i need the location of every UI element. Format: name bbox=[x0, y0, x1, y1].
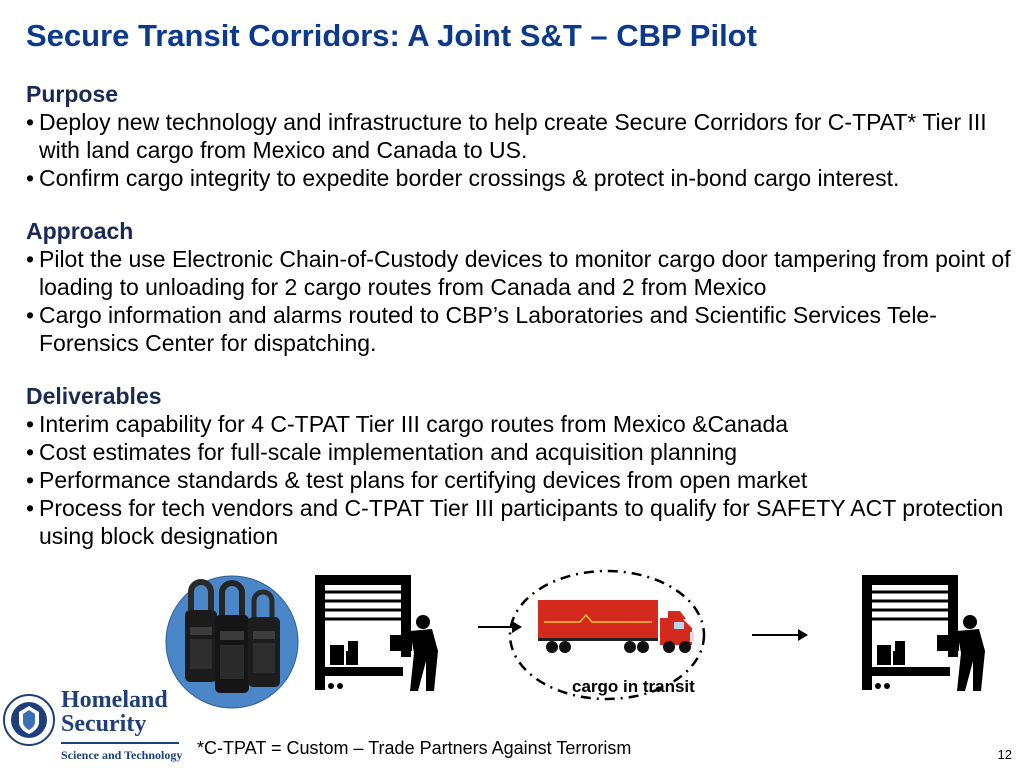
bullet-item: • Deploy new technology and infrastructure to help create Secure Corridors for C-TPAT* Tier III with land cargo from Mexico and Canada to US. bbox=[26, 108, 1016, 164]
logo-text: Homeland bbox=[61, 687, 168, 713]
homeland-security-logo bbox=[3, 687, 183, 766]
bullet-list bbox=[26, 410, 1016, 550]
bullet-item: • Process for tech vendors and C-TPAT Tier III participants to qualify for SAFETY ACT protection using block designation bbox=[26, 494, 1016, 550]
slide-content bbox=[26, 80, 1016, 575]
loading-dock-right-icon bbox=[862, 575, 985, 691]
arrow-right-icon bbox=[752, 629, 808, 641]
loading-dock-left-icon bbox=[315, 575, 438, 691]
cargo-truck-icon bbox=[538, 600, 694, 653]
bullet-list bbox=[26, 108, 1016, 192]
section-approach bbox=[26, 217, 1016, 357]
tracking-device-photo bbox=[166, 576, 298, 708]
footnote: *C-TPAT = Custom – Trade Partners Against Terrorism bbox=[197, 738, 632, 758]
transit-label: cargo in transit bbox=[572, 677, 695, 696]
bullet-item: • Confirm cargo integrity to expedite border crossings & protect in-bond cargo interest. bbox=[26, 164, 1016, 192]
section-heading: Deliverables bbox=[26, 383, 162, 409]
logo-divider bbox=[61, 742, 179, 744]
bullet-item: • Cargo information and alarms routed to CBP’s Laboratories and Scientific Services Tele-Forensics Center for dispatching. bbox=[26, 301, 1016, 357]
section-heading: Purpose bbox=[26, 81, 119, 107]
arrow-right-icon bbox=[478, 621, 522, 633]
slide-title: Secure Transit Corridors: A Joint S&T – CBP Pilot bbox=[26, 18, 757, 53]
bullet-item: • Performance standards & test plans for certifying devices from open market bbox=[26, 466, 1016, 494]
bullet-list bbox=[26, 245, 1016, 357]
bullet-item: • Cost estimates for full-scale implementation and acquisition planning bbox=[26, 438, 1016, 466]
section-purpose bbox=[26, 80, 1016, 192]
bullet-item: • Pilot the use Electronic Chain-of-Custody devices to monitor cargo door tampering from point of loading to unloading for 2 cargo routes from Canada and 2 from Mexico bbox=[26, 245, 1016, 301]
dhs-seal-icon bbox=[3, 694, 55, 746]
bullet-item: • Interim capability for 4 C-TPAT Tier III cargo routes from Mexico &Canada bbox=[26, 410, 1016, 438]
logo-text: Security bbox=[61, 711, 147, 737]
page-number: 12 bbox=[997, 747, 1012, 762]
logo-subtitle: Science and Technology bbox=[61, 748, 183, 762]
section-deliverables bbox=[26, 382, 1016, 550]
section-heading: Approach bbox=[26, 218, 134, 244]
